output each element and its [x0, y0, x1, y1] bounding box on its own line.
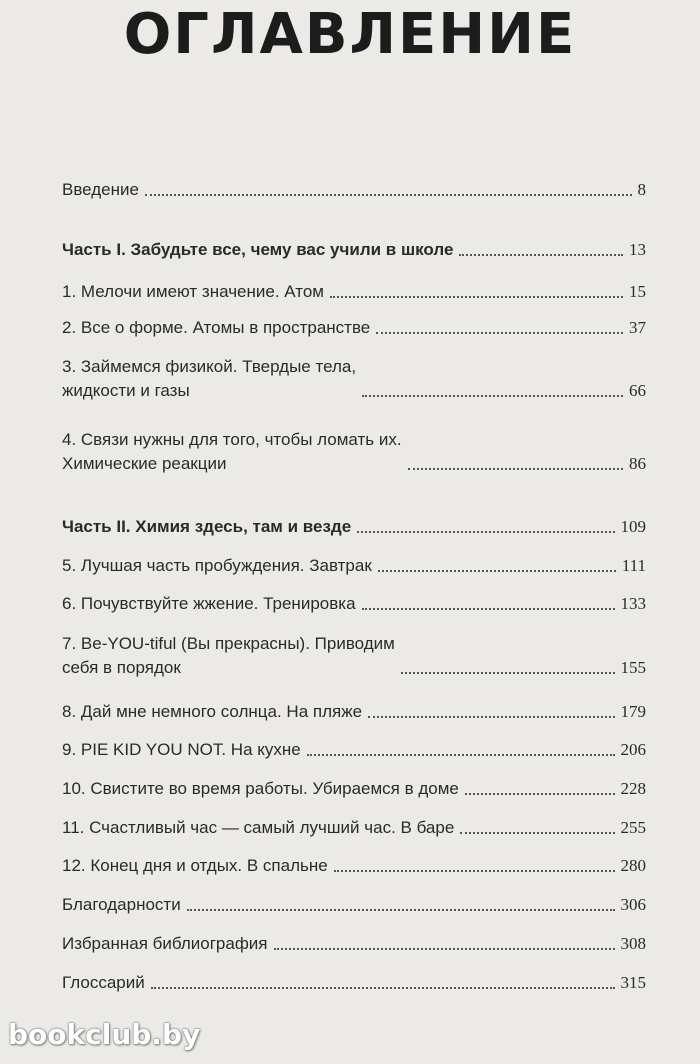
- dot-leader: [465, 793, 615, 795]
- dot-leader: [362, 608, 615, 610]
- toc-entry-title: 12. Конец дня и отдых. В спальне: [62, 856, 328, 875]
- toc-entry-title-line2: себя в порядок: [62, 658, 181, 677]
- dot-leader: [357, 531, 614, 533]
- toc-entry-page: 109: [620, 517, 646, 536]
- dot-leader: [376, 332, 623, 334]
- toc-entry-chapter-2[interactable]: [62, 316, 646, 340]
- dot-leader: [187, 909, 615, 911]
- dot-leader: [408, 468, 623, 470]
- toc-entry-page: 206: [620, 740, 646, 759]
- toc-entry-title: 9. PIE KID YOU NOT. На кухне: [62, 740, 301, 759]
- toc-entry-chapter-1[interactable]: [62, 280, 646, 304]
- toc-entry-page: 66: [629, 381, 646, 400]
- toc-entry-chapter-8[interactable]: [62, 700, 646, 724]
- dot-leader: [145, 194, 632, 196]
- toc-entry-chapter-4[interactable]: [62, 428, 646, 476]
- toc-entry-title: [62, 355, 356, 403]
- toc-entry-page: 280: [620, 856, 646, 875]
- dot-leader: [307, 754, 615, 756]
- toc-entry-chapter-12[interactable]: [62, 854, 646, 878]
- toc-entry-page: 255: [620, 818, 646, 837]
- toc-entry-chapter-9[interactable]: [62, 738, 646, 762]
- toc-entry-page: 306: [620, 895, 646, 914]
- toc-entry-page: 133: [620, 594, 646, 613]
- dot-leader: [151, 987, 615, 989]
- page-title: ОГЛАВЛЕНИЕ: [123, 2, 577, 67]
- dot-leader: [362, 395, 623, 397]
- dot-leader: [459, 254, 623, 256]
- toc-entry-glossary[interactable]: [62, 971, 646, 995]
- toc-entry-title: 5. Лучшая часть пробуждения. Завтрак: [62, 556, 372, 575]
- toc-entry-page: 315: [620, 973, 646, 992]
- toc-entry-page: 228: [620, 779, 646, 798]
- dot-leader: [334, 870, 615, 872]
- toc-entry-chapter-6[interactable]: [62, 592, 646, 616]
- dot-leader: [274, 948, 615, 950]
- toc-entry-page: 179: [620, 702, 646, 721]
- toc-entry-title: [62, 428, 402, 476]
- toc-entry-title: Благодарности: [62, 895, 181, 914]
- toc-entry-page: 155: [620, 658, 646, 677]
- toc-entry-part-1[interactable]: [62, 238, 646, 262]
- toc-entry-chapter-11[interactable]: [62, 816, 646, 840]
- toc-entry-part-2[interactable]: [62, 515, 646, 539]
- dot-leader: [368, 716, 614, 718]
- toc-entry-chapter-10[interactable]: [62, 777, 646, 801]
- toc-entry-bibliography[interactable]: [62, 932, 646, 956]
- toc-entry-title: Часть II. Химия здесь, там и везде: [62, 517, 352, 536]
- toc-entry-title-line1: 4. Связи нужны для того, чтобы ломать их.: [62, 430, 402, 449]
- toc-entry-title: 11. Счастливый час — самый лучший час. В баре: [62, 818, 455, 837]
- toc-entry-page: 15: [629, 282, 646, 301]
- toc-entry-title: Глоссарий: [62, 973, 145, 992]
- toc-entry-title: 8. Дай мне немного солнца. На пляже: [62, 702, 363, 721]
- toc-entry-title: 2. Все о форме. Атомы в пространстве: [62, 318, 371, 337]
- toc-entry-title: Часть I. Забудьте все, чему вас учили в школе: [62, 240, 454, 259]
- toc-entry-title: Введение: [62, 180, 139, 199]
- toc-entry-title-line1: 7. Be-YOU-tiful (Вы прекрасны). Приводим: [62, 634, 395, 653]
- toc-entry-page: 8: [637, 180, 646, 199]
- dot-leader: [401, 672, 615, 674]
- toc-entry-acknowledgements[interactable]: [62, 893, 646, 917]
- toc-entry-chapter-3[interactable]: [62, 355, 646, 403]
- toc-entry-page: 86: [629, 454, 646, 473]
- dot-leader: [330, 296, 623, 298]
- watermark: bookclub.by: [8, 1018, 201, 1051]
- toc-entry-page: 37: [629, 318, 646, 337]
- toc-entry-title: 6. Почувствуйте жжение. Тренировка: [62, 594, 356, 613]
- toc-entry-chapter-7[interactable]: [62, 632, 646, 680]
- dot-leader: [378, 570, 616, 572]
- toc-entry-title: Избранная библиография: [62, 934, 268, 953]
- toc-entry-page: 111: [621, 556, 646, 575]
- toc-entry-title: 10. Свистите во время работы. Убираемся в доме: [62, 779, 459, 798]
- toc-entry-title-line2: жидкости и газы: [62, 381, 190, 400]
- toc-entry-chapter-5[interactable]: [62, 554, 646, 578]
- toc-entry-title-line1: 3. Займемся физикой. Твердые тела,: [62, 357, 357, 376]
- dot-leader: [460, 832, 614, 834]
- toc-entry-title-line2: Химические реакции: [62, 454, 227, 473]
- toc-entry-title: [62, 632, 395, 680]
- toc-entry-introduction[interactable]: [62, 178, 646, 202]
- toc-entry-page: 308: [620, 934, 646, 953]
- toc-entry-title: 1. Мелочи имеют значение. Атом: [62, 282, 324, 301]
- toc-entry-page: 13: [629, 240, 646, 259]
